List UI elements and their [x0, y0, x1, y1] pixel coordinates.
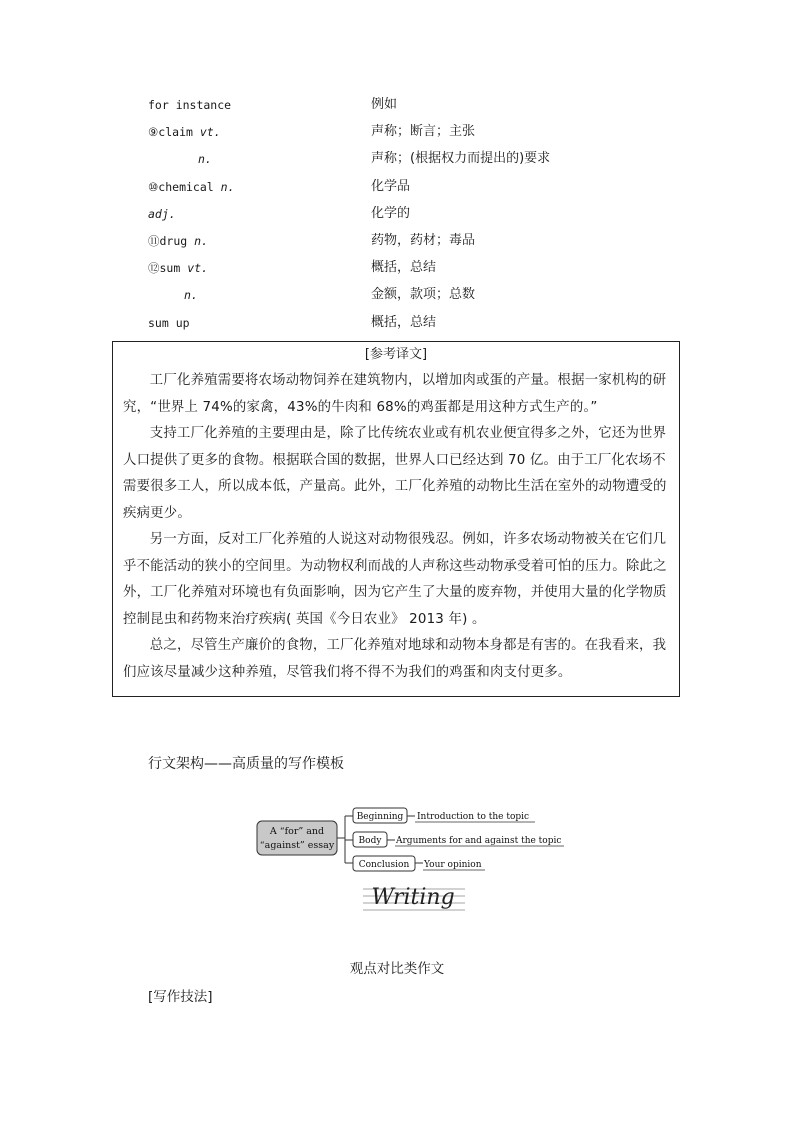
- vocab-row: [148, 203, 668, 230]
- vocab-meaning: 概括，总结: [371, 314, 437, 330]
- vocab-row: [148, 94, 668, 121]
- translation-title: [参考译文]: [364, 347, 428, 362]
- branch-label: Body: [358, 836, 382, 846]
- branch-label: Beginning: [356, 812, 404, 822]
- vocab-word: adj.: [148, 206, 176, 221]
- vocab-row: [148, 230, 668, 257]
- vocab-meaning: 概括，总结: [371, 260, 437, 276]
- vocab-row: [148, 176, 668, 203]
- vocab-meaning: 例如: [371, 97, 398, 112]
- writing-logo: [363, 885, 465, 910]
- technique-label: [写作技法]: [148, 989, 213, 1005]
- vocab-word: ⑪drug n.: [148, 233, 208, 248]
- vocab-meaning: 药物，药材；毒品: [371, 232, 476, 248]
- vocab-word: ⑫sum vt.: [148, 261, 208, 276]
- vocab-meaning: 声称；断言；主张: [371, 124, 476, 140]
- writing-text: Writing: [371, 885, 455, 910]
- translation-paragraph: 总之，尽管生产廉价的食物，工厂化养殖对地球和动物本身都是有害的。在我看来，我们应该尽量减少这种养殖，尽管我们将不得不为我们的鸡蛋和肉支付更多。: [123, 638, 667, 680]
- vocab-row: [148, 121, 668, 148]
- vocab-row: [148, 257, 668, 284]
- branch-desc: Arguments for and against the topic: [396, 836, 562, 846]
- vocab-word: sum up: [148, 315, 190, 330]
- translation-box: [112, 341, 680, 697]
- vocab-row: [148, 312, 668, 339]
- vocab-row: [148, 284, 668, 311]
- vocabulary-list: [148, 94, 668, 339]
- branch-label: Conclusion: [358, 860, 410, 870]
- connector-lines: [337, 816, 353, 863]
- section-title: 观点对比类作文: [349, 961, 445, 977]
- essay-structure-diagram: [255, 805, 575, 920]
- vocab-meaning: 声称；(根据权力而提出的)要求: [371, 151, 551, 167]
- translation-paragraph: 工厂化养殖需要将农场动物饲养在建筑物内，以增加肉或蛋的产量。根据一家机构的研究，“世界上 74%的家禽，43%的牛肉和 68%的鸡蛋都是用这种方式生产的。”: [123, 373, 667, 415]
- branch-desc: Your opinion: [424, 860, 482, 870]
- vocab-meaning: 化学的: [371, 205, 411, 221]
- root-label: “against” essay: [259, 840, 335, 851]
- translation-paragraph: 支持工厂化养殖的主要理由是，除了比传统农业或有机农业便宜得多之外，它还为世界人口提供了更多的食物。根据联合国的数据，世界人口已经达到 70 亿。由于工厂化农场不需要很多工人，所以成本低，产量高。此外，工厂化养殖的动物比生活在室外的动物遭受的疾病更少。: [123, 426, 667, 521]
- vocab-meaning: 化学品: [371, 178, 411, 194]
- structure-title: 行文架构——高质量的写作模板: [148, 756, 344, 772]
- vocab-meaning: 金额，款项；总数: [371, 287, 476, 303]
- vocab-word: n.: [184, 288, 198, 303]
- vocab-word: ⑨claim vt.: [148, 125, 221, 140]
- root-label: A “for” and: [269, 826, 325, 837]
- vocab-word: n.: [198, 152, 212, 167]
- vocab-row: [148, 148, 668, 175]
- vocab-word: ⑩chemical n.: [148, 179, 235, 194]
- translation-paragraph: 另一方面，反对工厂化养殖的人说这对动物很残忍。例如，许多农场动物被关在它们几乎不能活动的狭小的空间里。为动物权利而战的人声称这些动物承受着可怕的压力。除此之外，工厂化养殖对环境也有负面影响，因为它产生了大量的废弃物，并使用大量的化学物质控制昆虫和药物来治疗疾病( 英国《今日农业》 2013 年) 。: [123, 532, 667, 627]
- vocab-word: for instance: [148, 98, 232, 112]
- branch-desc: Introduction to the topic: [417, 812, 530, 822]
